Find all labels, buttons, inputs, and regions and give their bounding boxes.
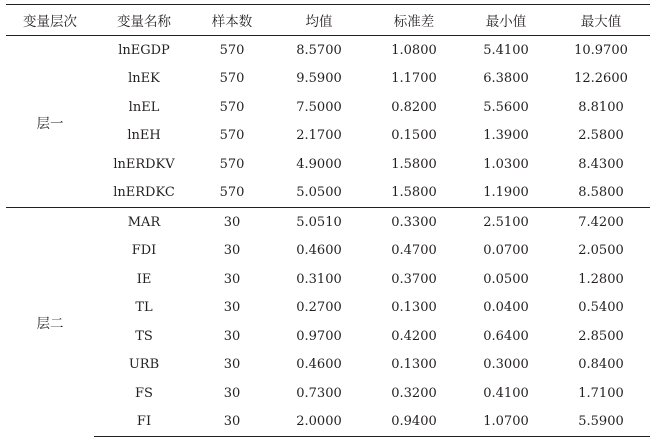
max-value: 8.8100 (578, 99, 624, 115)
min-value: 0.6400 (483, 328, 529, 344)
table-row (6, 408, 650, 437)
max-value: 8.4300 (578, 156, 624, 172)
header-mean: 均值 (270, 5, 368, 36)
max-value: 2.0500 (578, 243, 624, 259)
sd-value: 0.1300 (391, 357, 437, 373)
variable-name: FS (135, 385, 153, 401)
table-row (6, 265, 650, 294)
table-row (6, 208, 650, 237)
min-value: 5.5600 (483, 99, 529, 115)
variable-name: URB (128, 357, 160, 373)
min-value: 1.0300 (483, 156, 529, 172)
table-row (6, 36, 650, 65)
header-name: 变量名称 (94, 5, 194, 36)
sample-size: 30 (194, 408, 270, 437)
header-n: 样本数 (194, 5, 270, 36)
table-row (6, 351, 650, 380)
sd-value: 0.1500 (391, 128, 437, 144)
variable-name: lnEK (128, 71, 160, 87)
variable-name: lnERDKV (113, 156, 175, 172)
header-row (6, 5, 650, 36)
min-value: 1.3900 (483, 128, 529, 144)
sample-size: 30 (223, 271, 241, 287)
variable-name: lnERDKC (113, 185, 175, 201)
sample-size: 570 (219, 128, 245, 144)
table-row (6, 237, 650, 266)
min-value: 1.0700 (460, 408, 552, 437)
variable-name: lnEL (128, 99, 160, 115)
min-value: 0.0400 (483, 300, 529, 316)
min-value: 0.0500 (483, 271, 529, 287)
header-max: 最大值 (552, 5, 650, 36)
mean-value: 0.9700 (296, 328, 342, 344)
header-level: 变量层次 (6, 5, 94, 36)
min-value: 0.0700 (483, 243, 529, 259)
min-value: 6.3800 (483, 71, 529, 87)
sd-value: 0.4700 (391, 243, 437, 259)
min-value: 2.5100 (460, 208, 552, 237)
mean-value: 4.9000 (296, 156, 342, 172)
max-value: 12.2600 (574, 71, 628, 87)
table-row (6, 294, 650, 323)
level-two-group (6, 208, 650, 437)
min-value: 0.4100 (483, 385, 529, 401)
header-sd: 标准差 (368, 5, 460, 36)
sd-value: 1.1700 (391, 71, 437, 87)
max-value: 5.5900 (552, 408, 650, 437)
table-row (6, 122, 650, 151)
mean-value: 7.5000 (296, 99, 342, 115)
mean-value: 5.0510 (270, 208, 368, 237)
mean-value: 2.1700 (296, 128, 342, 144)
sd-value: 1.5800 (391, 185, 437, 201)
table-row (6, 65, 650, 94)
max-value: 7.4200 (552, 208, 650, 237)
variable-name: FDI (131, 243, 157, 259)
table-row (6, 179, 650, 208)
sample-size: 30 (223, 357, 241, 373)
table-row (6, 150, 650, 179)
min-value: 5.4100 (483, 42, 529, 58)
level-label: 层一 (36, 115, 64, 132)
variable-name: FI (94, 408, 194, 437)
sd-value: 0.8200 (391, 99, 437, 115)
max-value: 2.8500 (578, 328, 624, 344)
sample-size: 30 (223, 243, 241, 259)
mean-value: 0.2700 (296, 300, 342, 316)
table-row (6, 93, 650, 122)
sample-size: 30 (223, 385, 241, 401)
level-one-group (6, 36, 650, 208)
mean-value: 0.7300 (296, 385, 342, 401)
max-value: 1.7100 (578, 385, 624, 401)
sample-size: 570 (219, 42, 245, 58)
variable-name: IE (136, 271, 152, 287)
min-value: 1.1900 (483, 185, 529, 201)
mean-value: 9.5900 (296, 71, 342, 87)
sample-size: 570 (219, 185, 245, 201)
mean-value: 5.0500 (296, 185, 342, 201)
sample-size: 30 (223, 300, 241, 316)
mean-value: 0.4600 (296, 243, 342, 259)
max-value: 2.5800 (578, 128, 624, 144)
max-value: 1.2800 (578, 271, 624, 287)
descriptive-statistics-table (6, 4, 650, 437)
max-value: 0.8400 (578, 357, 624, 373)
mean-value: 2.0000 (270, 408, 368, 437)
sample-size: 570 (219, 71, 245, 87)
sample-size: 570 (219, 156, 245, 172)
sd-value: 0.3300 (368, 208, 460, 237)
table-row (6, 322, 650, 351)
mean-value: 8.5700 (296, 42, 342, 58)
min-value: 0.3000 (483, 357, 529, 373)
variable-name: lnEGDP (118, 42, 170, 58)
table-row (6, 379, 650, 408)
sample-size: 30 (194, 208, 270, 237)
header-min: 最小值 (460, 5, 552, 36)
max-value: 0.5400 (578, 300, 624, 316)
sample-size: 570 (219, 99, 245, 115)
sd-value: 0.3700 (391, 271, 437, 287)
sample-size: 30 (223, 328, 241, 344)
sd-value: 1.0800 (391, 42, 437, 58)
variable-name: TS (135, 328, 153, 344)
variable-name: TL (135, 300, 153, 316)
variable-name: MAR (94, 208, 194, 237)
sd-value: 0.1300 (391, 300, 437, 316)
mean-value: 0.3100 (296, 271, 342, 287)
sd-value: 0.3200 (391, 385, 437, 401)
level-label: 层二 (6, 208, 94, 437)
max-value: 10.9700 (574, 42, 628, 58)
sd-value: 0.4200 (391, 328, 437, 344)
variable-name: lnEH (127, 128, 161, 144)
mean-value: 0.4600 (296, 357, 342, 373)
sd-value: 0.9400 (368, 408, 460, 437)
max-value: 8.5800 (578, 185, 624, 201)
sd-value: 1.5800 (391, 156, 437, 172)
